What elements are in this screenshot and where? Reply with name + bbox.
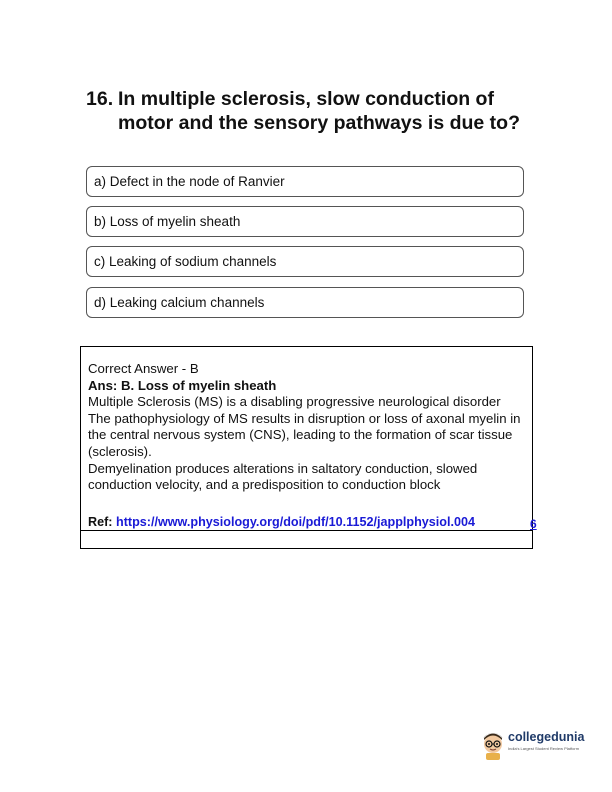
mascot-icon <box>480 728 506 760</box>
collegedunia-logo[interactable] <box>480 728 590 760</box>
question-number: 16. <box>86 88 114 110</box>
reference-label: Ref: <box>88 515 113 529</box>
explanation-paragraph-1: Multiple Sclerosis (MS) is a disabling progressive neurological disorder <box>88 394 501 410</box>
correct-answer: Correct Answer - B <box>88 361 199 376</box>
reference-link[interactable]: https://www.physiology.org/doi/pdf/10.1152/japplphysiol.004 <box>116 515 475 529</box>
reference-link-overflow[interactable]: 6 <box>530 517 537 531</box>
reference <box>88 515 548 530</box>
answer-divider <box>81 530 532 531</box>
brand-tagline: India's Largest Student Review Platform <box>508 746 580 751</box>
answer-heading: Ans: B. Loss of myelin sheath <box>88 377 277 393</box>
option-c[interactable]: c) Leaking of sodium channels <box>86 246 524 277</box>
answer-explanation <box>88 361 533 494</box>
option-a[interactable]: a) Defect in the node of Ranvier <box>86 166 524 197</box>
question-text: In multiple sclerosis, slow conduction of motor and the sensory pathways is due to? <box>118 88 520 134</box>
option-d[interactable]: d) Leaking calcium channels <box>86 287 524 318</box>
explanation-paragraph-3: Demyelination produces alterations in saltatory conduction, slowed conduction velocity, and a predisposition to conduction block <box>88 460 478 493</box>
brand-name: collegedunia <box>508 730 585 744</box>
question <box>86 87 526 135</box>
explanation-paragraph-2: The pathophysiology of MS results in disruption or loss of axonal myelin in the central nervous system (CNS), leading to the formation of scar tissue (sclerosis). <box>88 410 521 459</box>
option-b[interactable]: b) Loss of myelin sheath <box>86 206 524 237</box>
